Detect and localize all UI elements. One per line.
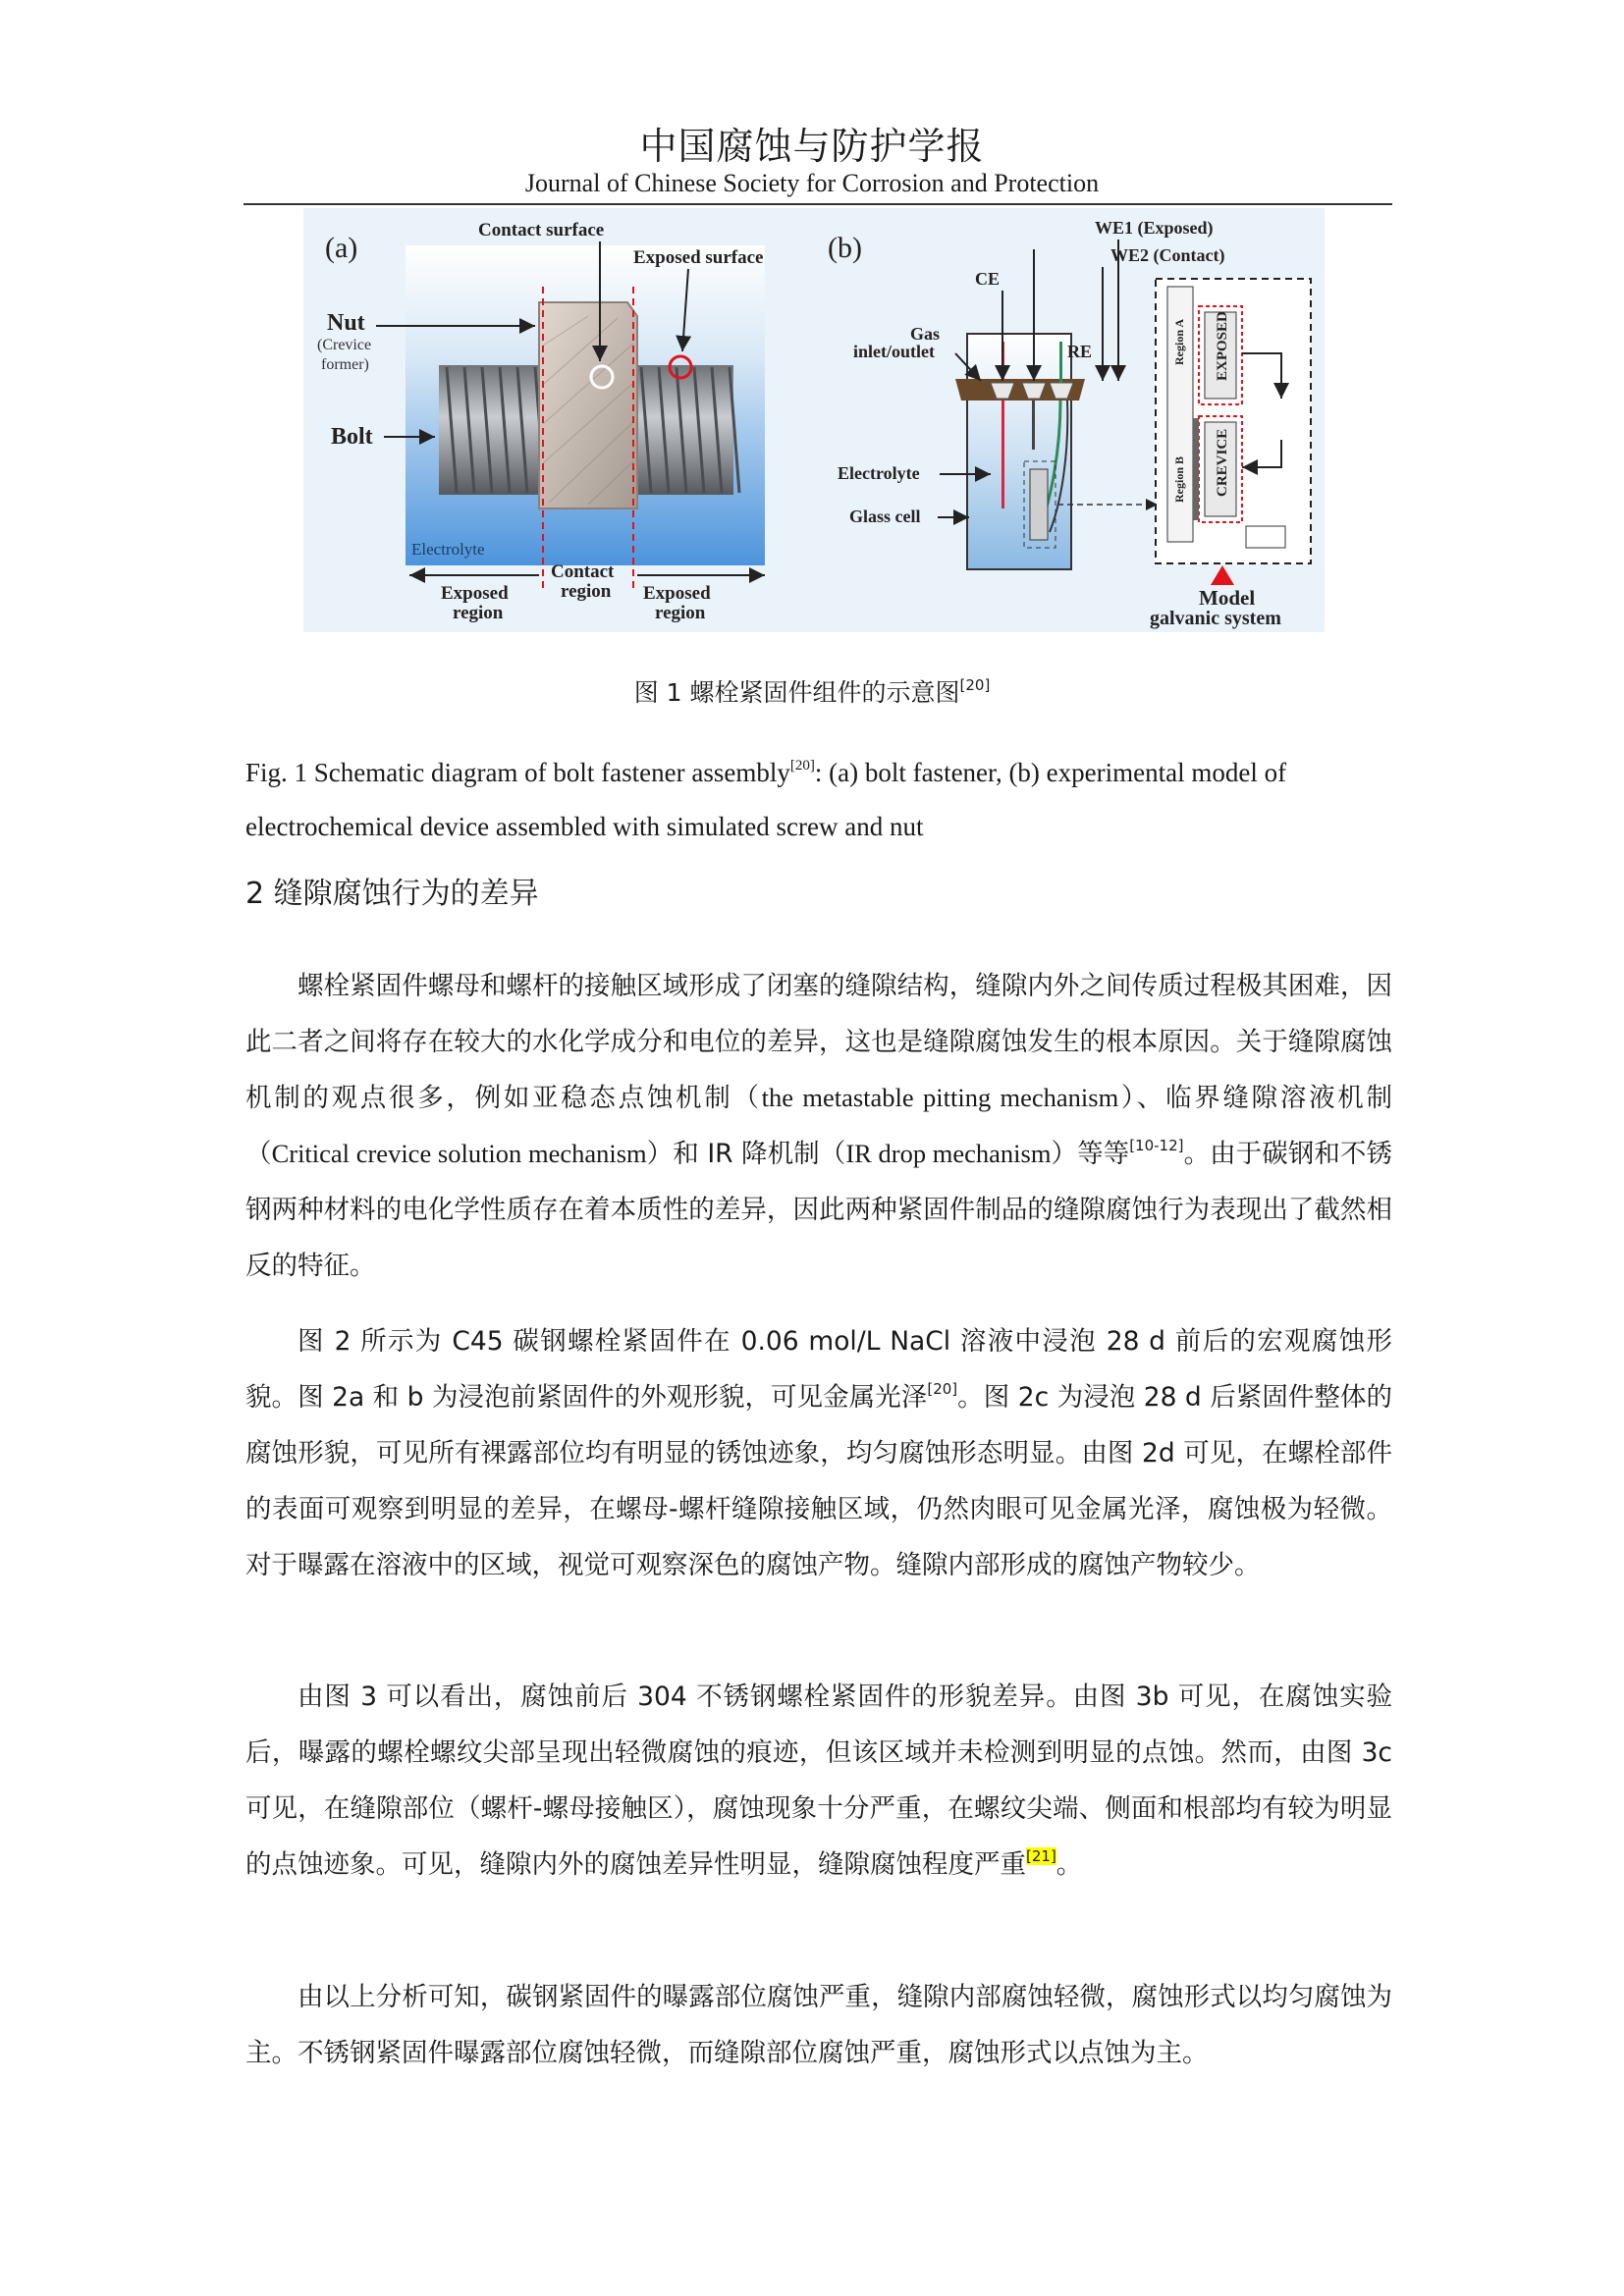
p1-text-c: ）和 IR 降机制（ xyxy=(646,1139,846,1169)
gas-label-1: Gas xyxy=(910,324,941,344)
p2-text-b: 。图 2c 为浸泡 28 d 后紧固件整体的腐蚀形貌，可见所有裸露部位均有明显的锈蚀迹象，均匀腐蚀形态明显。由图 2d 可见，在螺栓部件的表面可观察到明显的差异，在螺母-螺杆缝隙接触区域，仍然肉眼可见金属光泽，腐蚀极为轻微。对于曝露在溶液中的区域，视觉可观察深色的腐蚀产物。缝隙内部形成的腐蚀产物较少。 xyxy=(245,1382,1392,1580)
caption-cn-text: 图 1 螺栓紧固件组件的示意图 xyxy=(633,678,960,707)
p1-citation: [10-12] xyxy=(1129,1137,1184,1155)
p2-citation: [20] xyxy=(927,1380,958,1399)
model-base xyxy=(1246,526,1285,548)
paragraph-2 xyxy=(245,1313,1392,1593)
exposed-text: EXPOSED xyxy=(1215,311,1230,381)
electrolyte-label-b: Electrolyte xyxy=(838,463,920,483)
panel-a-label: (a) xyxy=(325,232,358,264)
paragraph-3 xyxy=(245,1669,1392,1893)
panel-b-label: (b) xyxy=(828,232,862,264)
cell-sample xyxy=(1030,469,1048,540)
ce-label: CE xyxy=(975,269,1001,289)
contact-region-1: Contact xyxy=(551,561,615,582)
p1-text-e: 。由于碳钢和不锈钢两种材料的电化学性质存在着本质性的差异，因此两种紧固件制品的缝隙腐蚀行为表现出了截然相反的特征。 xyxy=(245,1139,1392,1281)
caption-en-rest: : (a) bolt fastener, (b) experimental model of electrochemical device assembled with simulated screw and nut xyxy=(245,758,1287,841)
crevice-text: CREVICE xyxy=(1215,428,1230,497)
section-heading: 2 缝隙腐蚀行为的差异 xyxy=(245,877,539,911)
journal-title-en: Journal of Chinese Society for Corrosion and Protection xyxy=(524,169,1100,197)
exposed-region-left-1: Exposed xyxy=(441,583,509,604)
p3-text-a: 由图 3 可以看出，腐蚀前后 304 不锈钢螺栓紧固件的形貌差异。由图 3b 可见，在腐蚀实验后，曝露的螺栓螺纹尖部呈现出轻微腐蚀的痕迹，但该区域并未检测到明显的点蚀。然而，由图 3c 可见，在缝隙部位（螺杆-螺母接触区），腐蚀现象十分严重，在螺纹尖端、侧面和根部均有较为明显的点蚀迹象。可见，缝隙内外的腐蚀差异性明显，缝隙腐蚀程度严重 xyxy=(245,1682,1392,1880)
exposed-region-right-2: region xyxy=(655,603,706,623)
region-b-label: Region B xyxy=(1172,455,1186,503)
gas-label-2: inlet/outlet xyxy=(853,342,935,361)
header-rule xyxy=(244,203,1392,205)
crevice-former-label-2: former) xyxy=(321,356,369,373)
caption-cn-ref: [20] xyxy=(959,675,991,694)
model-label-1: Model xyxy=(1199,586,1256,610)
re-label: RE xyxy=(1067,342,1093,361)
figure-caption-cn xyxy=(0,673,1624,709)
paragraph-1 xyxy=(245,958,1392,1294)
paragraph-4 xyxy=(245,1969,1392,2081)
p2-text-a: 图 2 所示为 C45 碳钢螺栓紧固件在 0.06 mol/L NaCl 溶液中浸泡 28 d 前后的宏观腐蚀形貌。图 2a 和 b 为浸泡前紧固件的外观形貌，可见金属光泽 xyxy=(245,1326,1392,1413)
contact-region-2: region xyxy=(561,581,612,602)
electrolyte-label-a: Electrolyte xyxy=(411,540,485,559)
p1-text-b: ）、临界缝隙溶液机制（ xyxy=(245,1083,1392,1169)
caption-en-text: Fig. 1 Schematic diagram of bolt fastener assembly xyxy=(245,758,790,787)
glass-cell xyxy=(967,334,1071,569)
model-label-2: galvanic system xyxy=(1150,608,1281,629)
glass-cell-label: Glass cell xyxy=(849,507,921,526)
p1-text-d: ）等等 xyxy=(1051,1139,1130,1169)
re-electrode xyxy=(1032,400,1035,450)
caption-en-ref: [20] xyxy=(789,758,815,774)
journal-title-cn: 中国腐蚀与防护学报 xyxy=(639,125,985,168)
figure-caption-en xyxy=(245,746,1392,854)
p1-text-a: 螺栓紧固件螺母和螺杆的接触区域形成了闭塞的缝隙结构，缝隙内外之间传质过程极其困难，因此二者之间将存在较大的水化学成分和电位的差异，这也是缝隙腐蚀发生的根本原因。关于缝隙腐蚀机制的观点很多，例如亚稳态点蚀机制（ xyxy=(245,971,1392,1113)
crevice-former-bar xyxy=(1193,418,1199,520)
p3-text-b: 。 xyxy=(1056,1849,1083,1880)
we1-label: WE1 (Exposed) xyxy=(1095,218,1214,238)
exposed-surface-label: Exposed surface xyxy=(633,247,764,268)
contact-surface-label: Contact surface xyxy=(478,220,605,240)
p4-text: 由以上分析可知，碳钢紧固件的曝露部位腐蚀严重，缝隙内部腐蚀轻微，腐蚀形式以均匀腐蚀为主。不锈钢紧固件曝露部位腐蚀轻微，而缝隙部位腐蚀严重，腐蚀形式以点蚀为主。 xyxy=(245,1982,1392,2068)
we1-wire xyxy=(1059,342,1062,383)
p1-en-term-1: the metastable pitting mechanism xyxy=(761,1083,1119,1112)
crevice-former-label-1: (Crevice xyxy=(317,337,372,353)
region-a-label: Region A xyxy=(1172,318,1186,365)
ce-electrode xyxy=(1001,400,1004,508)
p1-en-term-2: Critical crevice solution mechanism xyxy=(271,1139,647,1168)
exposed-region-left-2: region xyxy=(453,603,504,623)
we2-label: WE2 (Contact) xyxy=(1110,245,1225,265)
exposed-region-right-1: Exposed xyxy=(643,583,711,604)
p1-en-term-3: IR drop mechanism xyxy=(845,1139,1052,1168)
p3-citation-highlighted: [21] xyxy=(1026,1847,1056,1866)
bolt-label: Bolt xyxy=(331,424,373,450)
figure-1 xyxy=(303,208,1325,632)
nut-label: Nut xyxy=(327,310,365,336)
nut-body xyxy=(539,302,637,508)
